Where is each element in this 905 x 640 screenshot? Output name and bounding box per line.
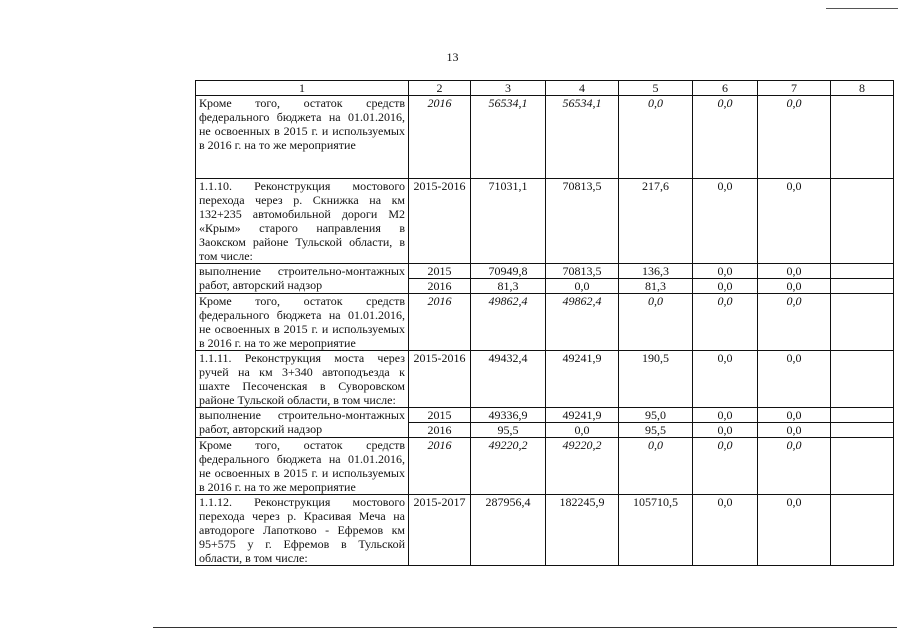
cell-total: 49220,2 (471, 438, 546, 495)
cell-note (831, 408, 894, 423)
cell-total: 95,5 (471, 423, 546, 438)
bottom-rule (153, 627, 897, 628)
cell-other: 0,0 (758, 495, 831, 566)
cell-regional: 105710,5 (619, 495, 693, 566)
row-description: Кроме того, остаток средств федерального бюджета на 01.01.2016, не освоенных в 2015 г. и используемых в 2016 г. на то же мероприятие (196, 438, 409, 495)
row-description: Кроме того, остаток средств федерального бюджета на 01.01.2016, не освоенных в 2015 г. и используемых в 2016 г. на то же мероприятие (196, 96, 409, 179)
cell-total: 49432,4 (471, 351, 546, 408)
cell-federal: 49241,9 (546, 351, 619, 408)
table-header (196, 81, 894, 96)
cell-regional: 136,3 (619, 264, 693, 279)
cell-local: 0,0 (693, 495, 758, 566)
cell-local: 0,0 (693, 408, 758, 423)
table-row (196, 96, 894, 179)
header-row (196, 81, 894, 96)
cell-local: 0,0 (693, 294, 758, 351)
cell-federal: 49862,4 (546, 294, 619, 351)
cell-regional: 0,0 (619, 438, 693, 495)
cell-period: 2015 (409, 408, 471, 423)
cell-federal: 49241,9 (546, 408, 619, 423)
table-row (196, 495, 894, 566)
cell-period: 2016 (409, 438, 471, 495)
table-row (196, 294, 894, 351)
cell-regional: 81,3 (619, 279, 693, 294)
cell-other: 0,0 (758, 264, 831, 279)
cell-regional: 190,5 (619, 351, 693, 408)
cell-total: 56534,1 (471, 96, 546, 179)
page-number: 13 (446, 50, 459, 64)
cell-federal: 70813,5 (546, 264, 619, 279)
table-row (196, 408, 894, 423)
cell-federal: 49220,2 (546, 438, 619, 495)
col-header-8: 8 (831, 81, 894, 96)
cell-note (831, 179, 894, 264)
col-header-1: 1 (196, 81, 409, 96)
cell-other: 0,0 (758, 408, 831, 423)
cell-note (831, 294, 894, 351)
top-rule (826, 8, 898, 9)
cell-regional: 95,5 (619, 423, 693, 438)
cell-total: 49862,4 (471, 294, 546, 351)
col-header-3: 3 (471, 81, 546, 96)
cell-period: 2015-2017 (409, 495, 471, 566)
cell-note (831, 351, 894, 408)
cell-federal: 70813,5 (546, 179, 619, 264)
cell-other: 0,0 (758, 179, 831, 264)
cell-total: 70949,8 (471, 264, 546, 279)
cell-local: 0,0 (693, 279, 758, 294)
row-description: выполнение строительно-монтажных работ, авторский надзор (196, 264, 409, 294)
cell-note (831, 96, 894, 179)
cell-regional: 217,6 (619, 179, 693, 264)
table-row (196, 264, 894, 279)
table-row (196, 179, 894, 264)
row-description: выполнение строительно-монтажных работ, авторский надзор (196, 408, 409, 438)
row-description: Кроме того, остаток средств федерального бюджета на 01.01.2016, не освоенных в 2015 г. и используемых в 2016 г. на то же мероприятие (196, 294, 409, 351)
cell-other: 0,0 (758, 96, 831, 179)
cell-period: 2015-2016 (409, 179, 471, 264)
cell-federal: 0,0 (546, 423, 619, 438)
table-body (196, 96, 894, 566)
cell-local: 0,0 (693, 264, 758, 279)
table-row (196, 438, 894, 495)
cell-federal: 0,0 (546, 279, 619, 294)
cell-period: 2015 (409, 264, 471, 279)
cell-other: 0,0 (758, 438, 831, 495)
cell-total: 71031,1 (471, 179, 546, 264)
cell-other: 0,0 (758, 423, 831, 438)
cell-local: 0,0 (693, 179, 758, 264)
cell-regional: 95,0 (619, 408, 693, 423)
cell-note (831, 279, 894, 294)
cell-local: 0,0 (693, 351, 758, 408)
cell-other: 0,0 (758, 351, 831, 408)
cell-regional: 0,0 (619, 96, 693, 179)
col-header-2: 2 (409, 81, 471, 96)
cell-period: 2016 (409, 279, 471, 294)
cell-note (831, 438, 894, 495)
cell-period: 2015-2016 (409, 351, 471, 408)
cell-regional: 0,0 (619, 294, 693, 351)
cell-local: 0,0 (693, 423, 758, 438)
cell-other: 0,0 (758, 279, 831, 294)
cell-local: 0,0 (693, 96, 758, 179)
cell-total: 49336,9 (471, 408, 546, 423)
cell-period: 2016 (409, 423, 471, 438)
cell-note (831, 495, 894, 566)
cell-period: 2016 (409, 96, 471, 179)
row-description: 1.1.12. Реконструкция мостового перехода через р. Красивая Меча на автодороге Лапотково - Ефремов км 95+575 у г. Ефремов в Тульской области, в том числе: (196, 495, 409, 566)
cell-federal: 182245,9 (546, 495, 619, 566)
table-row (196, 351, 894, 408)
col-header-4: 4 (546, 81, 619, 96)
cell-note (831, 264, 894, 279)
budget-table (195, 80, 894, 566)
col-header-7: 7 (758, 81, 831, 96)
col-header-5: 5 (619, 81, 693, 96)
cell-local: 0,0 (693, 438, 758, 495)
cell-total: 81,3 (471, 279, 546, 294)
cell-total: 287956,4 (471, 495, 546, 566)
row-description: 1.1.10. Реконструкция мостового перехода через р. Скнижка на км 132+235 автомобильной дороги М2 «Крым» старого направления в Заокском районе Тульской области, в том числе: (196, 179, 409, 264)
row-description: 1.1.11. Реконструкция моста через ручей на км 3+340 автоподъезда к шахте Песоченская в Суворовском районе Тульской области, в том числе: (196, 351, 409, 408)
cell-note (831, 423, 894, 438)
col-header-6: 6 (693, 81, 758, 96)
cell-other: 0,0 (758, 294, 831, 351)
cell-federal: 56534,1 (546, 96, 619, 179)
cell-period: 2016 (409, 294, 471, 351)
